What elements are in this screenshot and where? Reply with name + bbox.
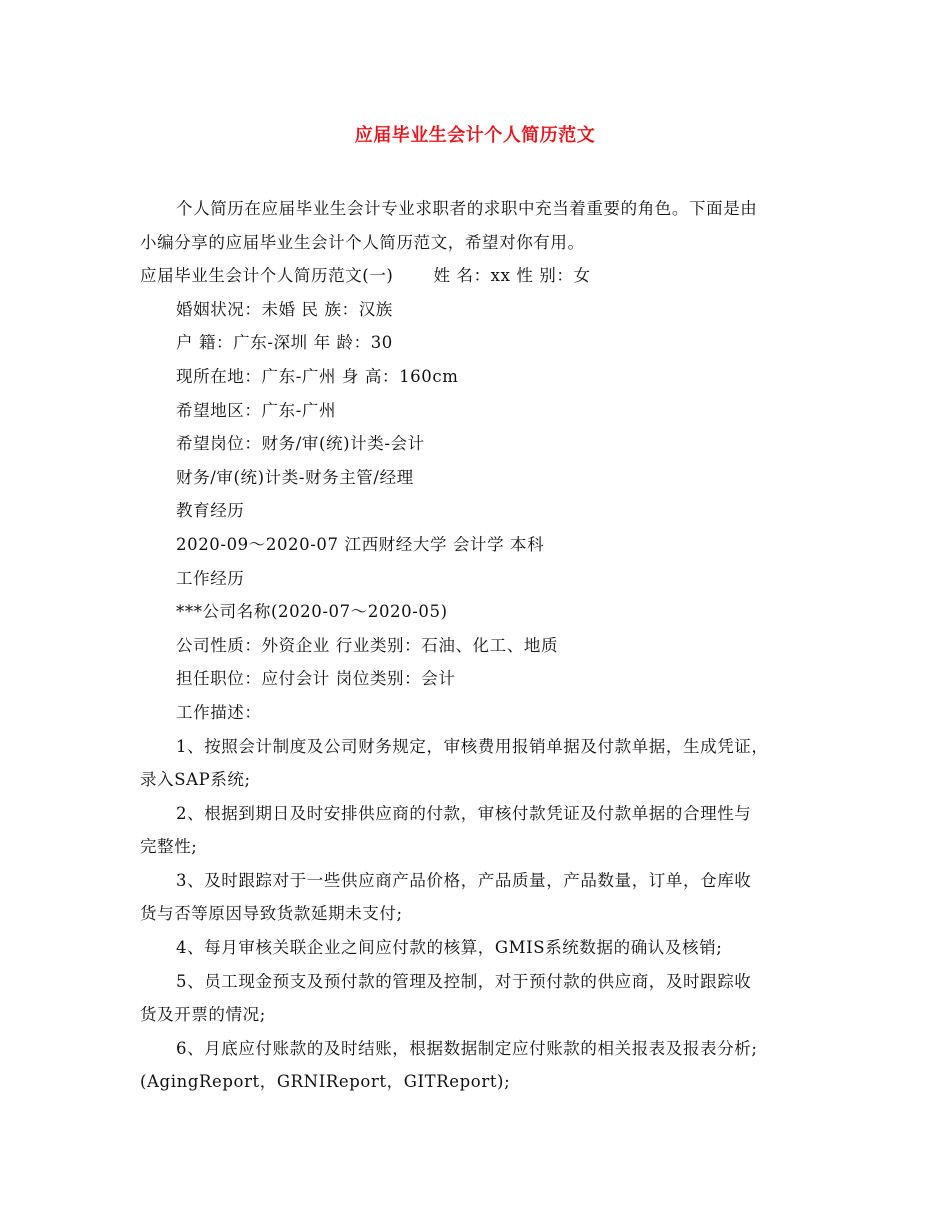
body-line: 户 籍：广东-深圳 年 龄：30 [176, 333, 393, 353]
body-line: 录入SAP系统; [140, 770, 251, 790]
body-line: 4、每月审核关联企业之间应付款的核算，GMIS系统数据的确认及核销; [176, 938, 723, 958]
body-line: 担任职位：应付会计 岗位类别：会计 [176, 669, 456, 689]
body-line: 工作描述： [176, 702, 262, 722]
body-line: 2、根据到期日及时安排供应商的付款，审核付款凭证及付款单据的合理性与 [176, 803, 752, 823]
body-line: 完整性; [140, 837, 198, 857]
body-line: 个人简历在应届毕业生会计专业求职者的求职中充当着重要的角色。下面是由 [176, 199, 758, 218]
body-line: (AgingReport，GRNIReport，GITReport); [140, 1072, 511, 1092]
body-line: 现所在地：广东-广州 身 高：160cm [176, 366, 459, 386]
body-line: 教育经历 [176, 501, 245, 521]
document-body [140, 192, 830, 1099]
body-line: 6、月底应付账款的及时结账，根据数据制定应付账款的相关报表及报表分析; [176, 1038, 758, 1058]
body-line: 5、员工现金预支及预付款的管理及控制，对于预付款的供应商，及时跟踪收 [176, 971, 752, 991]
body-line: 公司性质：外资企业 行业类别：石油、化工、地质 [176, 635, 559, 655]
body-line: 3、及时跟踪对于一些供应商产品价格，产品质量，产品数量，订单，仓库收 [176, 870, 752, 890]
body-line: 婚姻状况：未婚 民 族：汉族 [176, 299, 393, 319]
document-title: 应届毕业生会计个人简历范文 [354, 125, 596, 146]
body-line: 2020-09～2020-07 江西财经大学 会计学 本科 [176, 534, 545, 554]
body-line: 工作经历 [176, 568, 245, 588]
body-line: 货及开票的情况; [140, 1005, 266, 1025]
body-line: 希望地区：广东-广州 [176, 400, 337, 420]
body-line: 希望岗位：财务/审(统)计类-会计 [176, 434, 425, 454]
body-line: ***公司名称(2020-07～2020-05) [176, 602, 448, 622]
body-line: 小编分享的应届毕业生会计个人简历范文，希望对你有用。 [140, 232, 585, 252]
body-line: 财务/审(统)计类-财务主管/经理 [176, 467, 414, 487]
body-line: 应届毕业生会计个人简历范文(一) 姓 名：xx 性 别：女 [140, 266, 591, 286]
body-line: 1、按照会计制度及公司财务规定，审核费用报销单据及付款单据，生成凭证， [176, 736, 769, 756]
body-line: 货与否等原因导致货款延期未支付; [140, 904, 403, 924]
